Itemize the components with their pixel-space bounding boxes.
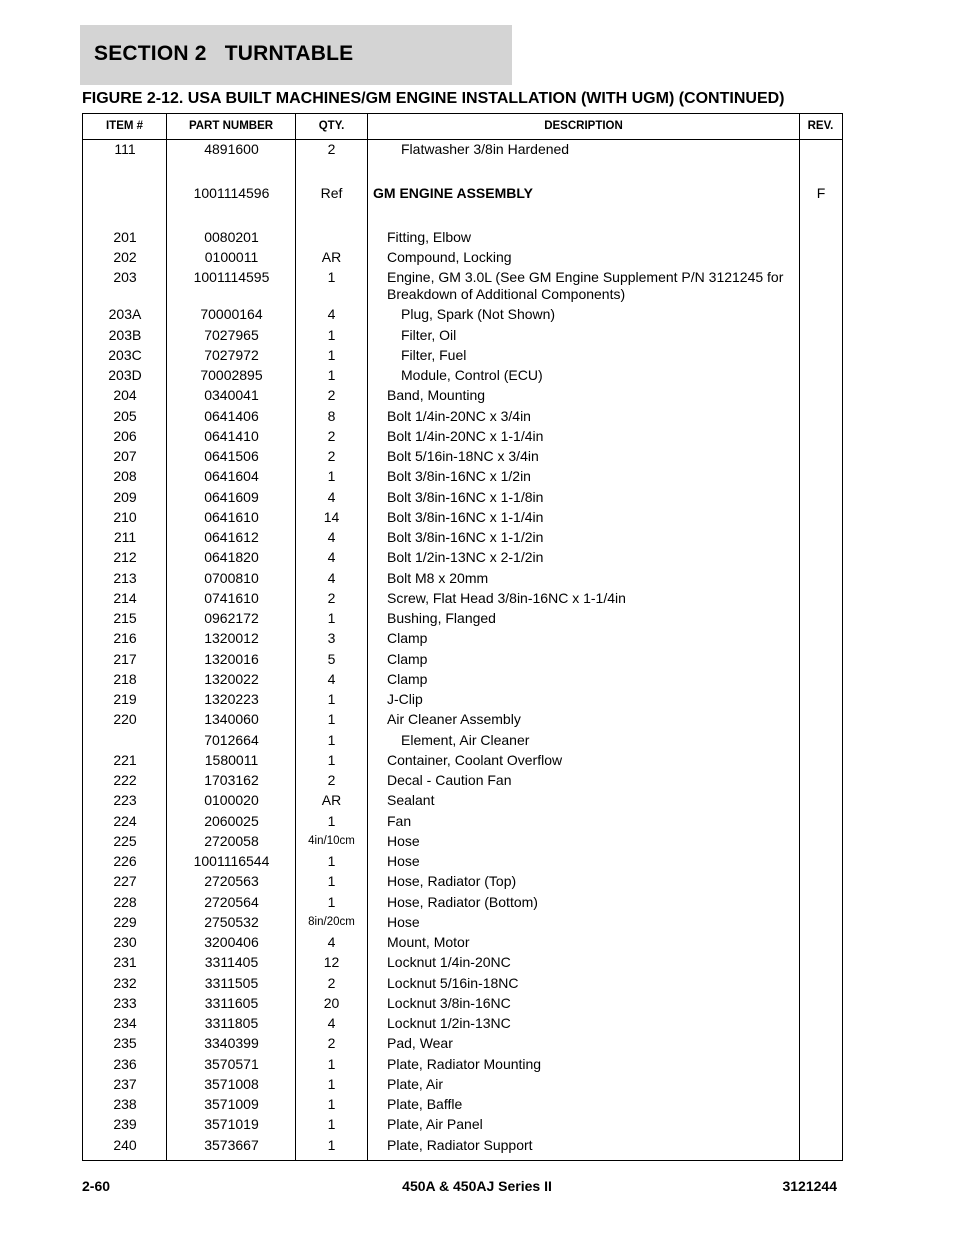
quantity: 1 [327,269,336,285]
table-row [83,630,842,647]
description: Compound, Locking [387,248,512,265]
part-number: 1320022 [204,670,259,687]
item-number: 203B [108,326,142,343]
description: Bolt 1/4in-20NC x 1-1/4in [387,427,544,444]
quantity: 1 [327,610,336,626]
quantity: 1 [327,1136,336,1153]
part-number: 3311605 [204,994,259,1011]
item-number: 111 [114,141,136,157]
item-number: 204 [113,387,137,404]
item-number: 209 [113,488,137,505]
quantity: 4 [327,549,336,566]
quantity: 1 [327,1116,336,1133]
item-number: 212 [113,549,137,566]
item-number: 225 [113,832,137,849]
quantity: 2 [327,974,336,991]
table-row [83,1035,842,1052]
part-number: 2720564 [204,893,259,910]
item-number: 224 [113,812,137,829]
description: Locknut 3/8in-16NC [387,994,511,1011]
part-number: 70002895 [200,367,263,383]
description: Hose [387,853,420,869]
table-spacer-row [83,205,842,229]
quantity: AR [321,792,342,809]
description: Hose [387,913,420,930]
description: Filter, Oil [401,326,457,343]
description: Clamp [387,650,428,667]
part-number: 0641609 [204,488,259,505]
quantity: 2 [327,448,336,464]
item-number: 210 [113,508,137,525]
table-row [83,306,842,323]
item-number: 207 [113,448,137,464]
part-number: 3571009 [204,1096,259,1112]
part-number: 3570571 [204,1055,259,1072]
table-row [83,570,842,587]
footer-doc-number: 3121244 [782,1178,837,1194]
quantity: 2 [327,1035,336,1052]
item-number: 223 [113,792,137,809]
description: Plate, Air Panel [387,1116,483,1133]
item-number: 233 [113,994,137,1011]
description: Bolt 3/8in-16NC x 1-1/4in [387,508,544,525]
table-row [83,792,842,809]
table-row [83,772,842,789]
quantity: 8in/20cm [308,915,355,928]
table-header [83,114,842,140]
part-number: 3311405 [204,954,259,971]
part-number: 3571019 [204,1116,259,1133]
item-number: 201 [113,228,137,245]
item-number: 235 [113,1035,137,1052]
part-number: 0641604 [204,468,259,485]
item-number: 237 [113,1075,137,1092]
part-number: 1001114595 [193,269,270,285]
item-number: 228 [113,893,137,910]
description: GM ENGINE ASSEMBLY [373,184,533,201]
item-number: 234 [113,1015,137,1031]
description: Locknut 1/2in-13NC [387,1015,511,1031]
header-description: DESCRIPTION [544,120,623,132]
quantity: 2 [327,589,336,606]
quantity: 1 [327,346,336,363]
table-row [83,833,842,850]
item-number: 215 [113,610,137,626]
part-number: 1320016 [204,650,259,667]
part-number: 2720058 [204,832,259,849]
table-row [83,752,842,769]
table-row [83,347,842,364]
table-row [83,914,842,931]
quantity: 1 [327,853,336,869]
part-number: 0641506 [204,448,259,464]
table-row [83,1096,842,1113]
description: Plate, Air [387,1075,444,1092]
description: Clamp [387,630,428,647]
table-row [83,590,842,607]
header-part-number: PART NUMBER [188,120,274,132]
description: Fitting, Elbow [387,228,472,245]
part-number: 3311805 [204,1015,259,1031]
part-number: 1340060 [204,711,259,728]
part-number: 2750532 [204,913,259,930]
quantity: AR [321,248,342,265]
part-number: 7012664 [204,731,259,748]
quantity: 12 [323,954,340,971]
quantity: 3 [327,630,336,647]
part-number: 0340041 [204,387,259,404]
quantity: 8 [327,407,336,424]
table-row [83,448,842,465]
quantity: 4 [327,670,336,687]
description: Pad, Wear [387,1035,453,1052]
item-number: 211 [113,529,137,545]
table-row [83,995,842,1012]
description: Filter, Fuel [401,346,467,363]
quantity: 4 [327,569,336,586]
quantity: 1 [327,731,336,748]
item-number: 213 [113,569,137,586]
quantity: 1 [327,711,336,728]
header-qty: QTY. [318,120,345,132]
part-number: 1001114596 [193,184,270,201]
table-row [83,934,842,951]
description: Plate, Radiator Support [387,1136,533,1153]
item-number: 202 [113,248,137,265]
description: Plate, Baffle [387,1096,463,1112]
description: Clamp [387,670,428,687]
item-number: 216 [113,630,137,647]
description: Plug, Spark (Not Shown) [401,306,556,323]
section-title: SECTION 2 TURNTABLE [94,42,354,65]
part-number: 3571008 [204,1075,259,1092]
part-number: 0641610 [204,508,259,525]
quantity: 4 [327,1015,336,1031]
item-number: 203A [108,306,142,323]
part-number: 0641612 [204,529,259,545]
table-row [83,185,842,202]
part-number: 0962172 [204,610,259,626]
description: Bolt 3/8in-16NC x 1-1/2in [387,529,544,545]
table-row [83,610,842,627]
table-row [83,249,842,266]
table-row [83,327,842,344]
part-number: 2720563 [204,873,259,890]
description: Module, Control (ECU) [401,367,543,383]
quantity: 1 [327,812,336,829]
table-row [83,691,842,708]
quantity: 5 [327,650,336,667]
item-number: 238 [113,1096,137,1112]
item-number: 229 [113,913,137,930]
table-row [83,813,842,830]
table-body [83,140,842,1160]
quantity: 2 [327,141,336,157]
quantity: 4 [327,529,336,545]
quantity: 1 [327,468,336,485]
item-number: 203C [108,346,142,363]
quantity: 1 [327,1055,336,1072]
part-number: 1580011 [204,751,259,768]
description: Container, Coolant Overflow [387,751,563,768]
description: Bolt 3/8in-16NC x 1-1/8in [387,488,544,505]
table-row [83,529,842,546]
quantity: 4 [327,306,336,323]
description: Mount, Motor [387,934,470,950]
table-row [83,428,842,445]
description: Locknut 5/16in-18NC [387,974,519,991]
item-number: 226 [113,853,137,869]
part-number: 4891600 [204,141,259,157]
quantity: 1 [327,691,336,707]
description: Bolt 3/8in-16NC x 1/2in [387,468,531,485]
description: Sealant [387,792,435,809]
item-number: 230 [113,934,137,950]
description: Hose, Radiator (Bottom) [387,893,538,910]
description: Bolt 1/2in-13NC x 2-1/2in [387,549,544,566]
item-number: 217 [113,650,137,667]
description: Hose, Radiator (Top) [387,873,517,890]
part-number: 3200406 [204,934,259,950]
header-item: ITEM # [105,120,144,132]
table-row [83,1116,842,1133]
table-row [83,711,842,728]
table-row [83,975,842,992]
item-number: 239 [113,1116,137,1133]
description: Decal - Caution Fan [387,772,512,788]
part-number: 7027972 [204,346,259,363]
quantity: 1 [327,873,336,890]
table-row [83,1015,842,1032]
part-number: 1320012 [204,630,259,647]
part-number: 3340399 [204,1035,259,1052]
item-number: 208 [113,468,137,485]
table-row [83,489,842,506]
table-row [83,1056,842,1073]
part-number: 0100020 [204,792,259,809]
table-row [83,853,842,870]
table-row [83,269,842,303]
description: Bolt 5/16in-18NC x 3/4in [387,448,539,464]
item-number: 214 [113,589,137,606]
description: Element, Air Cleaner [401,731,530,748]
part-number: 3573667 [204,1136,259,1153]
part-number: 0641410 [204,427,259,444]
part-number: 0700810 [204,569,259,586]
description: J-Clip [387,691,423,707]
quantity: 20 [323,994,340,1011]
description: Flatwasher 3/8in Hardened [401,141,570,157]
description: Screw, Flat Head 3/8in-16NC x 1-1/4in [387,589,626,606]
table-row [83,671,842,688]
table-spacer-row [83,161,842,185]
item-number: 232 [113,974,137,991]
part-number: 3311505 [204,974,259,991]
quantity: 1 [327,893,336,910]
item-number: 227 [113,873,137,890]
table-row [83,1076,842,1093]
item-number: 236 [113,1055,137,1072]
item-number: 203 [113,269,137,285]
description: Locknut 1/4in-20NC [387,954,511,971]
table-row [83,367,842,384]
table-row [83,509,842,526]
footer-model: 450A & 450AJ Series II [402,1178,552,1194]
item-number: 219 [113,691,137,707]
figure-title: FIGURE 2-12. USA BUILT MACHINES/GM ENGINE INSTALLATION (WITH UGM) (CONTINUED) [82,90,785,107]
item-number: 203D [108,367,142,383]
part-number: 7027965 [204,326,259,343]
description: Fan [387,812,412,829]
part-number: 70000164 [200,306,263,323]
quantity: 4 [327,934,336,950]
part-number: 0641820 [204,549,259,566]
quantity: 1 [327,367,336,383]
part-number: 2060025 [204,812,259,829]
quantity: 4in/10cm [308,834,355,847]
quantity: 2 [327,772,336,788]
quantity: 14 [323,508,340,525]
description: Band, Mounting [387,387,486,404]
item-number: 231 [113,954,137,971]
part-number: 0100011 [204,248,259,265]
part-number: 0080201 [204,228,259,245]
quantity: 4 [327,488,336,505]
table-row [83,468,842,485]
table-row [83,894,842,911]
quantity: 1 [327,326,336,343]
footer-page-number: 2-60 [82,1178,111,1194]
table-row [83,408,842,425]
quantity: 2 [327,427,336,444]
quantity: 2 [327,387,336,404]
section-header-bar [80,25,512,85]
description: Bushing, Flanged [387,610,496,626]
table-row [83,732,842,749]
item-number: 205 [113,407,137,424]
header-rev: REV. [807,120,834,132]
part-number: 0641406 [204,407,259,424]
table-row [83,141,842,158]
revision: F [816,184,826,201]
table-row [83,651,842,668]
table-row [83,954,842,971]
description: Engine, GM 3.0L (See GM Engine Supplement P/N 3121245 for Breakdown of Additional Components) [387,269,784,302]
item-number: 220 [113,711,137,728]
item-number: 221 [113,751,137,768]
description: Bolt M8 x 20mm [387,569,489,586]
quantity: 1 [327,1075,336,1092]
part-number: 1001116544 [193,853,270,869]
description: Air Cleaner Assembly [387,711,521,728]
description: Hose [387,832,420,849]
part-number: 0741610 [204,589,259,606]
item-number: 206 [113,427,137,444]
table-row [83,1137,842,1154]
part-number: 1320223 [204,691,259,707]
part-number: 1703162 [204,772,259,788]
table-row [83,229,842,246]
item-number: 240 [113,1136,137,1153]
table-row [83,549,842,566]
quantity: Ref [320,184,343,201]
item-number: 218 [113,670,137,687]
quantity: 1 [327,751,336,768]
parts-table [82,113,843,1161]
description: Plate, Radiator Mounting [387,1055,542,1072]
quantity: 1 [327,1096,336,1112]
description: Bolt 1/4in-20NC x 3/4in [387,407,531,424]
table-row [83,873,842,890]
table-row [83,387,842,404]
item-number: 222 [113,772,137,788]
